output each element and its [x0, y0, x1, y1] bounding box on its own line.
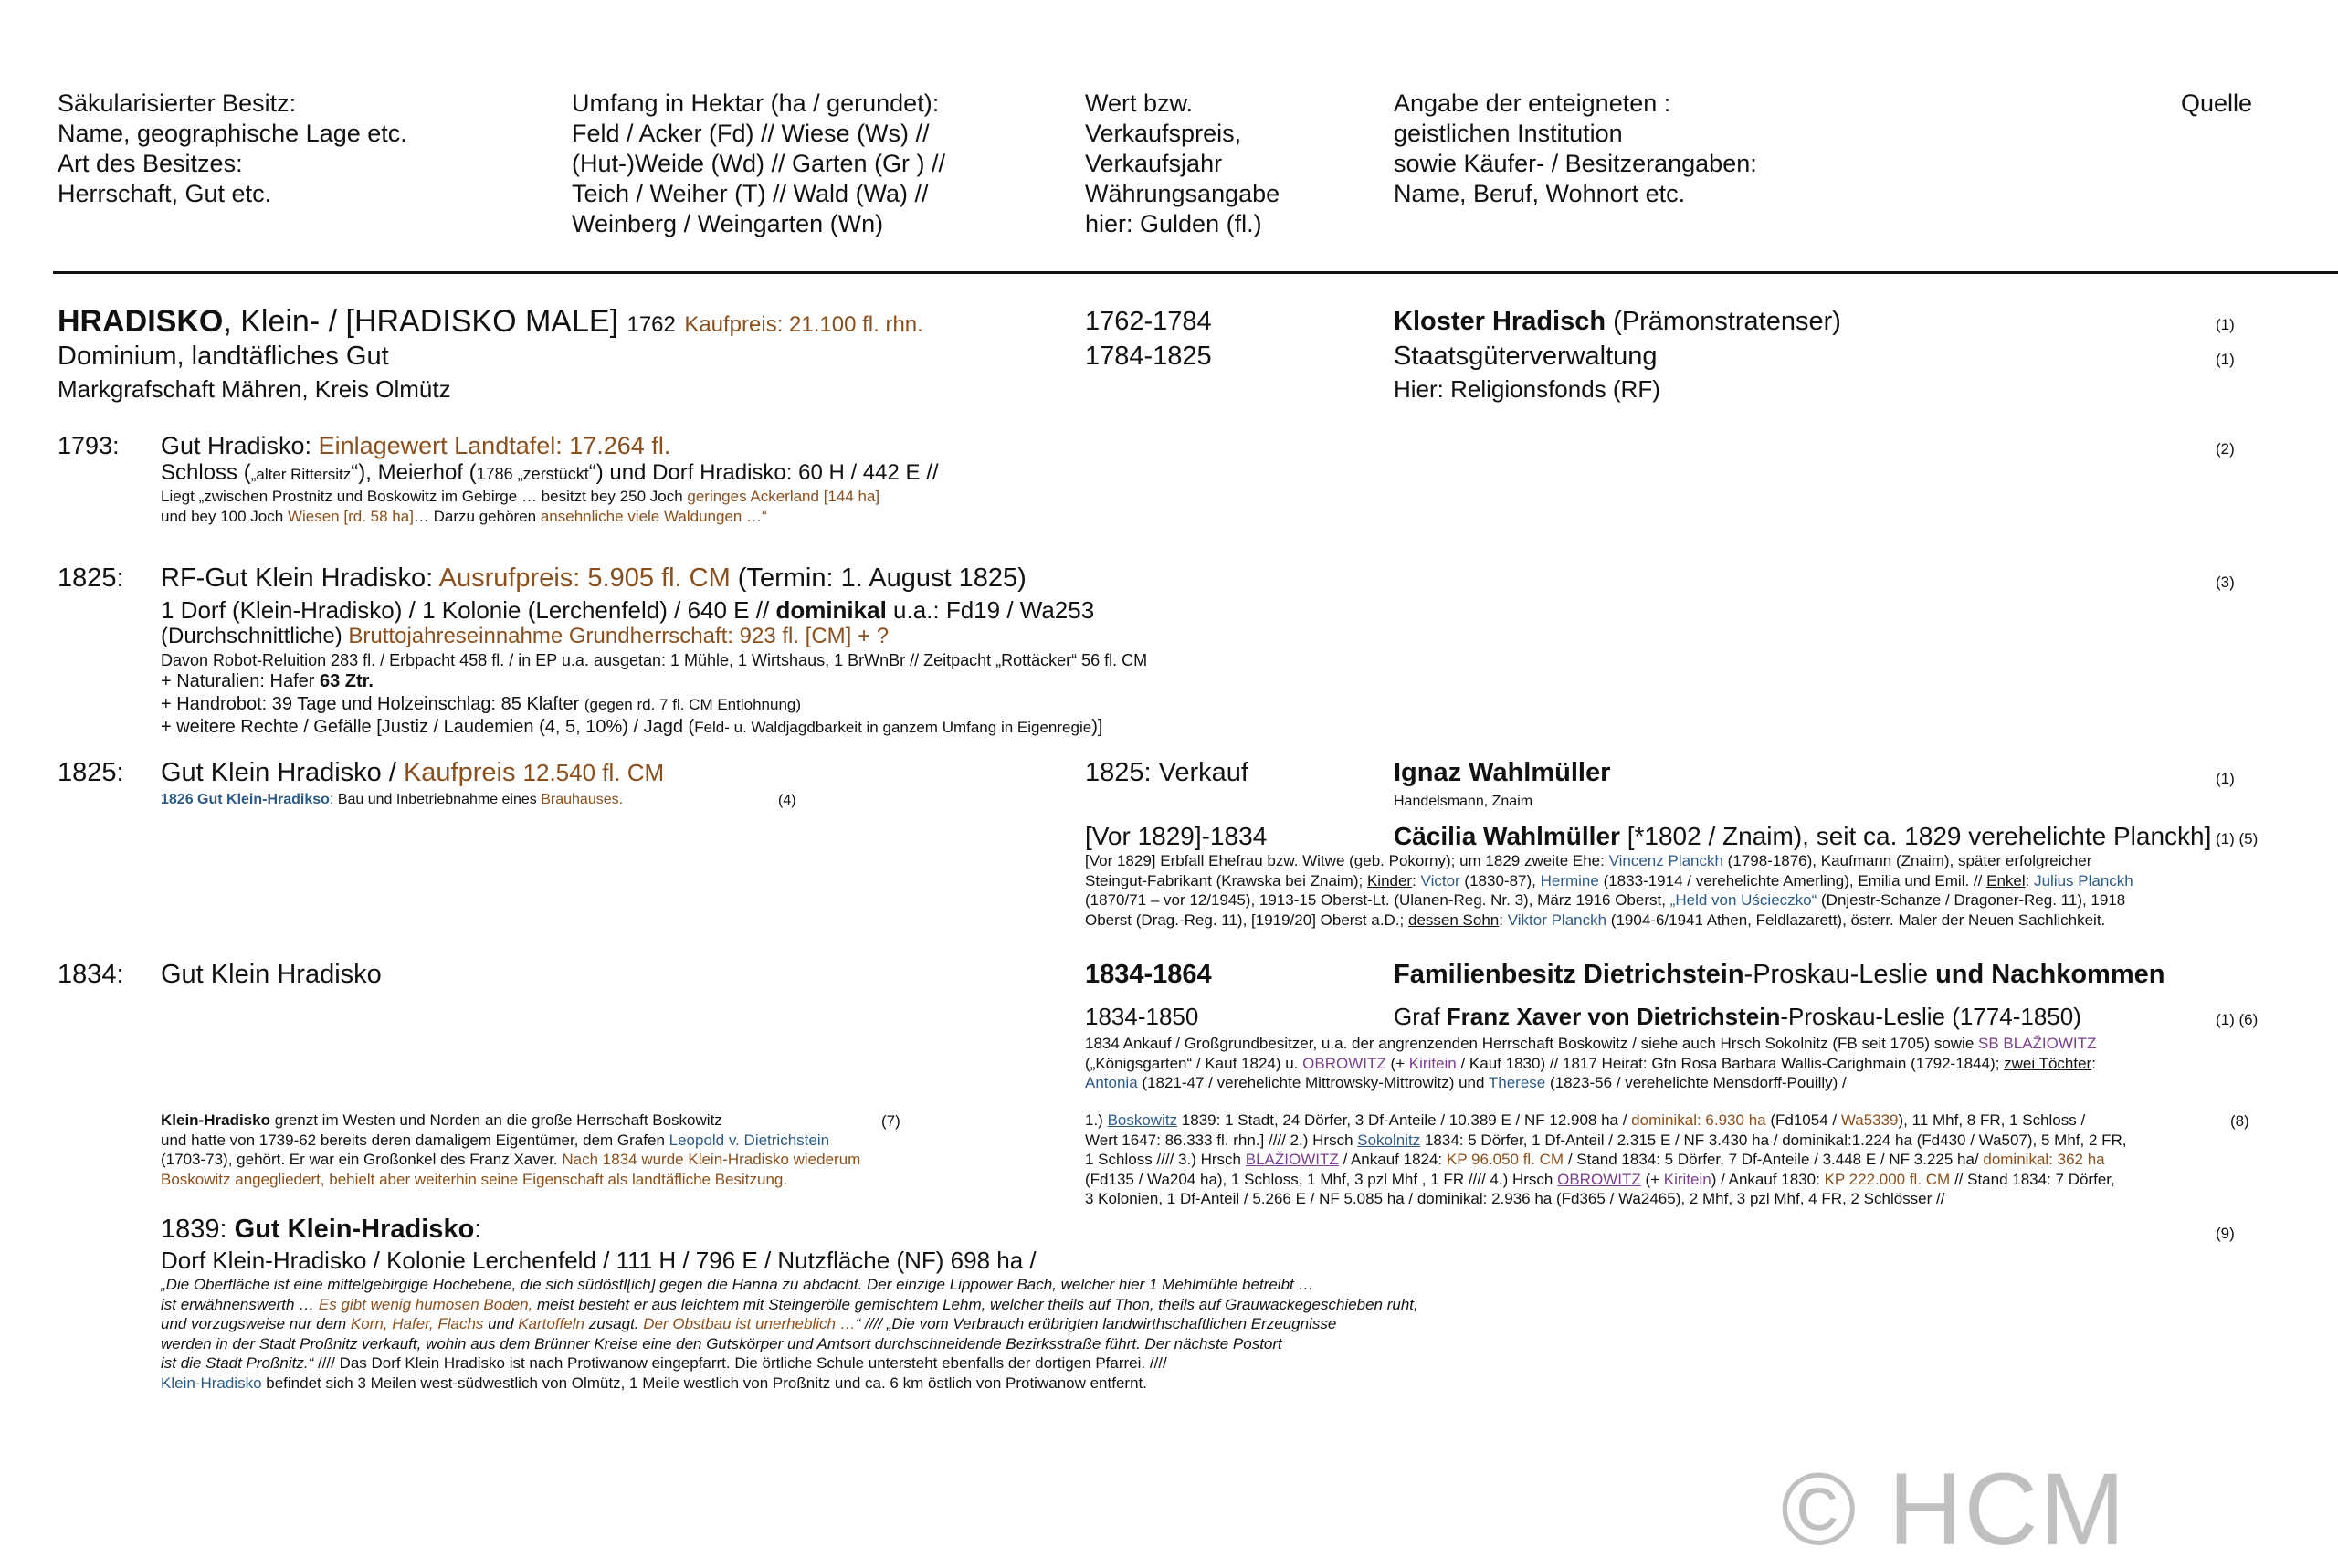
source-ref: (2) — [2216, 440, 2235, 458]
source-ref: (1) — [2216, 316, 2235, 333]
entry-1793-desc: Liegt „zwischen Prostnitz und Boskowitz im Gebirge … besitzt bey 250 Joch geringes Ackerland [144 ha] und bey 100 Joch Wiesen [rd. 58 ha]… Darzu gehören ansehnliche viele Waldungen …“ — [161, 488, 880, 525]
year-label-1793: 1793: — [58, 432, 120, 459]
header-col-owner: Angabe der enteigneten : geistlichen Institution sowie Käufer- / Besitzerangaben: Name, Beruf, Wohnort etc. — [1394, 89, 1757, 207]
header-divider — [53, 271, 2338, 274]
entry-1839-title: 1839: Gut Klein-Hradisko: — [161, 1215, 482, 1244]
entry-1825-details: Davon Robot-Reluition 283 fl. / Erbpacht 458 fl. / in EP u.a. ausgetan: 1 Mühle, 1 Wirtshaus, 1 BrWnBr // Zeitpacht „Rottäcker“ 56 fl. CM + Naturalien: Hafer 63 Ztr. + Handrobot: 39 Tage und Holzeinschlag: 85 Klafter (gegen rd. 7 fl. CM Entlohnung) + weitere Rechte / Gefälle [Justiz / Laudemien (4, 5, 10%) / Jagd (Feld- u. Waldjagdbarkeit in ganzem Umfang in Eigenregie)] — [161, 651, 1148, 737]
source-ref: (8) — [2230, 1112, 2249, 1130]
year-label-1825: 1825: — [58, 563, 124, 593]
header-col-name: Säkularisierter Besitz: Name, geographische Lage etc. Art des Besitzes: Herrschaft, Gut etc. — [58, 89, 407, 207]
estate-location: Markgrafschaft Mähren, Kreis Olmütz — [58, 375, 451, 403]
brewery-note: 1826 Gut Klein-Hradikso: Bau und Inbetriebnahme eines Brauhauses. — [161, 792, 624, 807]
owner-period-2: 1784-1825 — [1085, 342, 1212, 371]
owner-name-2: Staatsgüterverwaltung — [1394, 342, 1658, 371]
source-ref: (4) — [778, 793, 796, 808]
source-ref: (1) (5) — [2216, 830, 2259, 847]
source-ref: (1) — [2216, 351, 2235, 368]
sale-label: 1825: Verkauf — [1085, 758, 1248, 787]
entry-1839-summary: Dorf Klein-Hradisko / Kolonie Lerchenfeld / 111 H / 796 E / Nutzfläche (NF) 698 ha / — [161, 1247, 1037, 1274]
header-col-source: Quelle — [2181, 89, 2253, 117]
source-ref: (1) — [2216, 770, 2235, 787]
cacilia-family-notes: [Vor 1829] Erbfall Ehefrau bzw. Witwe (geb. Pokorny); um 1829 zweite Ehe: Vincenz Planckh (1798-1876), Kaufmann (Znaim), später erfolgreicher Steingut-Fabrikant (Krawska bei Znaim); Kinder: Victor (1830-87), Hermine (1833-1914 / verehelichte Amerling), Emilia und Emil. // Enkel: Julius Planckh (1870/71 – vor 12/1945), 1913-15 Oberst-Lt. (Ulanen-Reg. Nr. 3), März 1916 Oberst, „Held von Uścieczko“ (Dnjestr-Schanze / Dragoner-Reg. 11), 1918 Oberst (Drag.-Reg. 11), [1919/20] Oberst a.D.; dessen Sohn: Viktor Planckh (1904-6/1941 Athen, Feldlazarett), österr. Maler der Neuen Sachlichkeit. — [1085, 852, 2133, 929]
graf-notes: 1834 Ankauf / Großgrundbesitzer, u.a. der angrenzenden Herrschaft Boskowitz / siehe auch Hrsch Sokolnitz (FB seit 1705) sowie SB BLAŽIOWITZ („Königsgarten“ / Kauf 1824) u. OBROWITZ (+ Kiritein / Kauf 1830) // 1817 Heirat: Gfn Rosa Barbara Wallis-Carighmain (1792-1844); zwei Töchter: Antonia (1821-47 / verehelichte Mittrowsky-Mittrowitz) und Therese (1823-56 / verehelichte Mensdorff-Pouilly) / — [1085, 1035, 2097, 1091]
entry-1825-settlements: 1 Dorf (Klein-Hradisko) / 1 Kolonie (Lerchenfeld) / 640 E // dominikal u.a.: Fd19 / Wa253 — [161, 596, 1095, 624]
graf-name: Graf Franz Xaver von Dietrichstein-Proskau-Leslie (1774-1850) — [1394, 1003, 2081, 1030]
year-label-1825-sale: 1825: — [58, 758, 124, 787]
cacilia-name: Cäcilia Wahlmüller [*1802 / Znaim), seit ca. 1829 verehelichte Planckh] — [1394, 822, 2212, 850]
source-ref: (1) (6) — [2216, 1011, 2259, 1028]
boskowitz-note: Klein-Hradisko grenzt im Westen und Norden an die große Herrschaft Boskowitz und hatte von 1739-62 bereits deren damaligem Eigentümer, dem Grafen Leopold v. Dietrichstein (1703-73), gehört. Er war ein Großonkel des Franz Xaver. Nach 1834 wurde Klein-Hradisko wiederum Boskowitz angegliedert, behielt aber weiterhin seine Eigenschaft als landtäfliche Besitzung. — [161, 1111, 861, 1188]
entry-1793-title: Gut Hradisko: Einlagewert Landtafel: 17.264 fl. — [161, 432, 671, 459]
cacilia-period: [Vor 1829]-1834 — [1085, 822, 1268, 850]
entry-1825-sale-title: Gut Klein Hradisko / Kaufpreis 12.540 fl. CM — [161, 758, 665, 787]
entry-1825-revenue: (Durchschnittliche) Bruttojahreseinnahme Grundherrschaft: 923 fl. [CM] + ? — [161, 624, 890, 648]
entry-1839-quote: „Die Oberfläche ist eine mittelgebirgige Hochebene, die sich südöstl[ich] gegen die Hanna zu abdacht. Der einzige Lippower Bach, welcher hier 1 Mehlmühle betreibt … ist erwähnenswerth … Es gibt wenig humosen Boden, meist besteht er aus leichtem mit Steingerölle gemischtem Lehm, welcher theils auf Thon, theils auf Grauwackegeschieben ruht, und vorzugsweise nur dem Korn, Hafer, Flachs und Kartoffeln zusagt. Der Obstbau ist unerheblich …“ //// „Die vom Verbrauch erübrigten landwirthschaftlichen Erzeugnisse werden in der Stadt Proßnitz verkauft, wohin aus dem Brünner Kreise eine den Gutskörper und Amtsort durchschneidende Bezirksstraße führt. Der nächste Postort ist die Stadt Proßnitz.“ //// Das Dorf Klein Hradisko ist nach Protiwanow eingepfarrt. Die örtliche Schule untersteht ebenfalls der dortigen Pfarrei. //// Klein-Hradisko befindet sich 3 Meilen west-südwestlich von Olmütz, 1 Meile westlich von Proßnitz und ca. 6 km östlich von Protiwanow entfernt. — [161, 1276, 1418, 1392]
header-col-area: Umfang in Hektar (ha / gerundet): Feld / Acker (Fd) // Wiese (Ws) // (Hut-)Weide (Wd) // Garten (Gr ) // Teich / Weiher (T) // Wald (Wa) // Weinberg / Weingarten (Wn) — [572, 89, 946, 237]
owner-period-1: 1762-1784 — [1085, 307, 1212, 336]
owner-name-1: Kloster Hradisch (Prämonstratenser) — [1394, 307, 1841, 336]
family-name: Familienbesitz Dietrichstein-Proskau-Leslie und Nachkommen — [1394, 960, 2165, 989]
source-ref: (3) — [2216, 574, 2235, 591]
owner-note: Hier: Religionsfonds (RF) — [1394, 375, 1660, 403]
estate-type: Dominium, landtäfliches Gut — [58, 342, 389, 371]
estate-title: HRADISKO, Klein- / [HRADISKO MALE] 1762 Kaufpreis: 21.100 fl. rhn. — [58, 304, 923, 339]
buyer-name: Ignaz Wahlmüller — [1394, 758, 1611, 787]
source-ref: (7) — [881, 1112, 900, 1130]
copyright-watermark: © HCM — [1781, 1452, 2127, 1566]
entry-1793-buildings: Schloss („alter Rittersitz“), Meierhof (1786 „zerstückt“) und Dorf Hradisko: 60 H / 442 E // — [161, 460, 939, 485]
entry-1825-title: RF-Gut Klein Hradisko: Ausrufpreis: 5.905 fl. CM (Termin: 1. August 1825) — [161, 563, 1027, 593]
family-period: 1834-1864 — [1085, 960, 1212, 989]
source-ref: (9) — [2216, 1225, 2235, 1242]
year-label-1834: 1834: — [58, 960, 124, 989]
header-col-value: Wert bzw. Verkaufspreis, Verkaufsjahr Währungsangabe hier: Gulden (fl.) — [1085, 89, 1280, 237]
dietrichstein-holdings: 1.) Boskowitz 1839: 1 Stadt, 24 Dörfer, 3 Df-Anteile / 10.389 E / NF 12.908 ha / dominikal: 6.930 ha (Fd1054 / Wa5339), 11 Mhf, 8 FR, 1 Schloss / Wert 1647: 86.333 fl. rhn.] //// 2.) Hrsch Sokolnitz 1834: 5 Dörfer, 1 Df-Anteil / 2.315 E / NF 3.430 ha / dominikal:1.224 ha (Fd430 / Wa507), 5 Mhf, 2 FR, 1 Schloss //// 3.) Hrsch BLAŽIOWITZ / Ankauf 1824: KP 96.050 fl. CM / Stand 1834: 5 Dörfer, 7 Df-Anteile / 3.448 E / NF 3.225 ha/ dominikal: 362 ha (Fd135 / Wa204 ha), 1 Schloss, 1 Mhf, 3 pzl Mhf , 1 FR //// 4.) Hrsch OBROWITZ (+ Kiritein) / Ankauf 1830: KP 222.000 fl. CM // Stand 1834: 7 Dörfer, 3 Kolonien, 1 Df-Anteil / 5.266 E / NF 5.085 ha / dominikal: 2.936 ha (Fd365 / Wa2465), 2 Mhf, 3 pzl Mhf, 4 FR, 2 Schlösser // — [1085, 1111, 2127, 1207]
graf-period: 1834-1850 — [1085, 1003, 1199, 1030]
buyer-occupation: Handelsmann, Znaim — [1394, 794, 1533, 809]
entry-1834-title: Gut Klein Hradisko — [161, 960, 382, 989]
